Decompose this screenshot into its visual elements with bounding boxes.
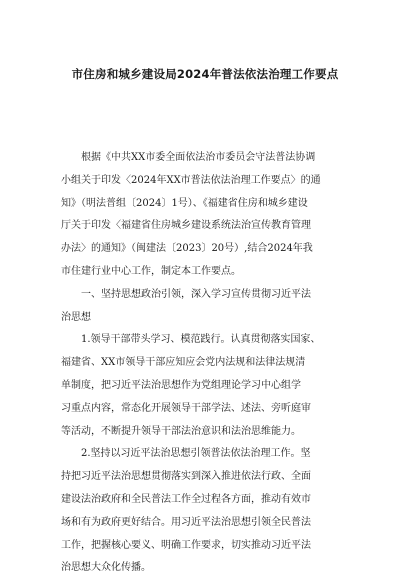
paragraph-line: 习重点内容，常态化开展领导干部学法、述法、旁听庭审 (61, 402, 311, 414)
paragraph-line: 治思想大众化传播。 (61, 562, 151, 574)
section-heading-line: 治思想 (61, 311, 91, 323)
paragraph-line: 工作，把握核心要义、明确工作要求，切实推动习近平法 (61, 539, 311, 551)
section-heading-line: 一、坚持思想政治引领，深入学习宣传贯彻习近平法 (81, 288, 311, 300)
paragraph-line: 根据《中共XX市委全面依法治市委员会守法普法协调 (81, 152, 316, 163)
paragraph-line: 办法〉的通知》（闽建法〔2023〕20号）,结合2024年我 (61, 243, 313, 255)
paragraph-line: 知》（明法普组〔2024〕1号）、《福建省住房和城乡建设 (61, 197, 308, 209)
document-body (61, 147, 361, 580)
paragraph-line: 市住建行业中心工作，制定本工作要点。 (61, 265, 241, 277)
paragraph-line: 福建省、XX市领导干部应知应会党内法规和法律法规清 (61, 357, 306, 369)
paragraph-line: 场和有为政府更好结合。用习近平法治思想引领全民普法 (61, 516, 311, 528)
paragraph-line: 厅关于印发〈福建省住房城乡建设系统法治宣传教育管理 (61, 220, 311, 232)
paragraph-line: 1.领导干部带头学习、模范践行。认真贯彻落实国家、 (81, 334, 321, 346)
paragraph-line: 单制度，把习近平法治思想作为党组理论学习中心组学 (61, 379, 301, 391)
document-title: 市住房和城乡建设局2024年普法依法治理工作要点 (71, 67, 339, 81)
paragraph-line: 等活动，不断提升领导干部法治意识和法治思维能力。 (61, 425, 301, 437)
paragraph-line: 建设法治政府和全民普法工作全过程各方面，推动有效市 (61, 493, 311, 505)
paragraph-line: 小组关于印发〈2024年XX市普法依法治理工作要点〉的通 (61, 174, 321, 186)
paragraph-line: 2.坚持以习近平法治思想引领普法依法治理工作。坚 (81, 448, 311, 460)
paragraph-line: 持把习近平法治思想贯彻落实到深入推进依法行政、全面 (61, 471, 311, 483)
